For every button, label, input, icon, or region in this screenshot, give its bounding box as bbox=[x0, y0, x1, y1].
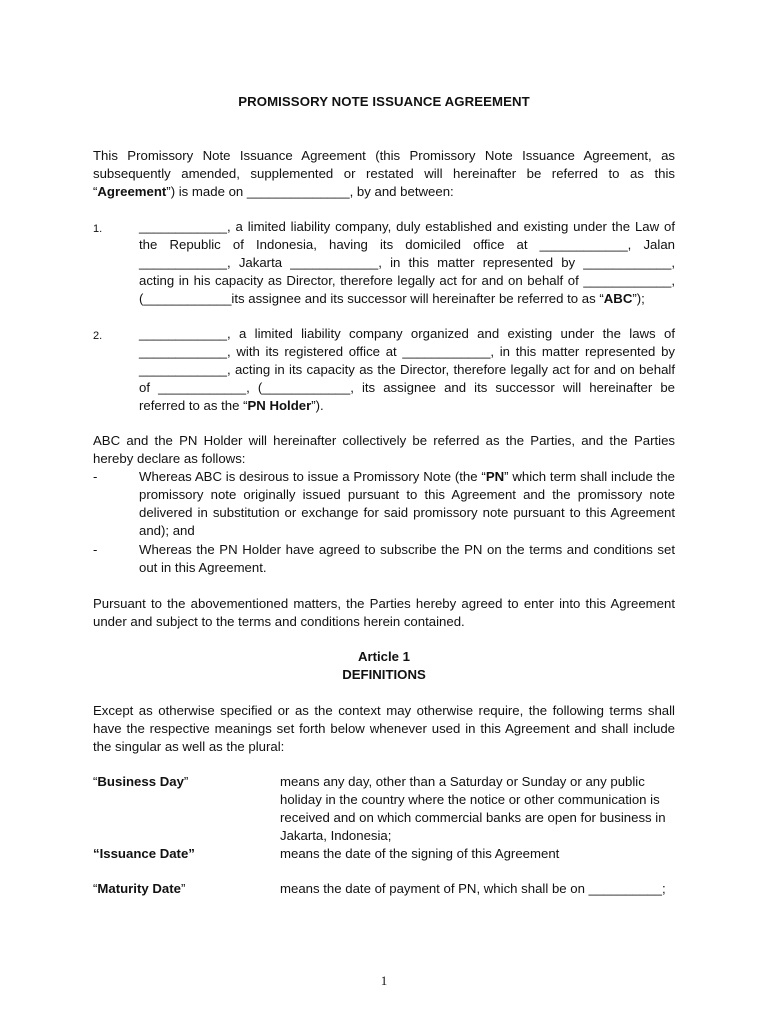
abc-term: ABC bbox=[603, 291, 633, 306]
party-text-end: ”); bbox=[632, 291, 645, 306]
definition-meaning: means the date of payment of PN, which shall be on __________; bbox=[280, 881, 666, 896]
party-text-body: ____________, a limited liability company organized and existing under the laws of ____________, with its registered office at ____________, in this matter represented by ____________, acting in its capacity as the Director, therefore legally act for and on behalf of ____________, (____________, its assignee and its successor will hereinafter be referred to as the “ bbox=[139, 326, 675, 413]
party-text bbox=[139, 325, 675, 415]
agreement-term: Agreement bbox=[97, 184, 167, 199]
party-text-body: ____________, a limited liability company, duly established and existing under the Law of the Republic of Indonesia, having its domiciled office at ____________, Jalan ____________, Jakarta ____________, in this matter represented by ____________, acting in his capacity as Director, therefore legally act for and on behalf of ____________, (____________its assignee and its successor will hereinafter be referred to as “ bbox=[139, 219, 675, 306]
intro-text-end: ”) is made on ______________, by and between: bbox=[166, 184, 454, 199]
intro-paragraph bbox=[93, 147, 675, 201]
pursuant-paragraph: Pursuant to the abovementioned matters, the Parties hereby agreed to enter into this Agreement under and subject to the terms and conditions herein contained. bbox=[93, 596, 675, 629]
party-number: 2. bbox=[93, 330, 103, 342]
definition-meaning: means any day, other than a Saturday or Sunday or any public holiday in the country where the notice or other communication is received and on which commercial banks are open for business in Jakarta, Indonesia; bbox=[280, 774, 666, 843]
party-text bbox=[139, 218, 675, 308]
party-number: 1. bbox=[93, 223, 103, 235]
party-text-end: ”). bbox=[311, 398, 324, 413]
term-label: “Issuance Date” bbox=[93, 846, 195, 861]
bullet-dash: - bbox=[93, 469, 98, 484]
collective-paragraph: ABC and the PN Holder will hereinafter collectively be referred as the Parties, and the Parties hereby declare as follows: bbox=[93, 433, 675, 466]
definitions-intro: Except as otherwise specified or as the context may otherwise require, the following terms shall have the respective meanings set forth below whenever used in this Agreement and shall include the singular as well as the plural: bbox=[93, 703, 675, 754]
definition-term bbox=[93, 845, 273, 863]
quote-close: ” bbox=[183, 774, 189, 789]
quote-open: “ bbox=[93, 881, 98, 896]
document-title: PROMISSORY NOTE ISSUANCE AGREEMENT bbox=[238, 94, 530, 109]
whereas-text bbox=[139, 468, 675, 540]
bullet-dash: - bbox=[93, 542, 98, 557]
whereas-text-body: Whereas ABC is desirous to issue a Promissory Note (the “ bbox=[139, 469, 486, 484]
definition-term bbox=[93, 773, 273, 791]
intro-text: This Promissory Note Issuance Agreement (this Promissory Note Issuance Agreement, as subsequently amended, supplemented or restated will hereinafter be referred to as this “ bbox=[93, 148, 675, 199]
term-label: Business Day bbox=[97, 774, 184, 789]
page-number: 1 bbox=[380, 973, 388, 988]
term-label: Maturity Date bbox=[97, 881, 181, 896]
whereas-text: Whereas the PN Holder have agreed to subscribe the PN on the terms and conditions set out in this Agreement. bbox=[139, 542, 675, 575]
quote-close: ” bbox=[180, 881, 186, 896]
definition-term bbox=[93, 880, 273, 898]
definition-meaning: means the date of the signing of this Agreement bbox=[280, 846, 560, 861]
quote-open: “ bbox=[93, 774, 98, 789]
pn-holder-term: PN Holder bbox=[247, 398, 312, 413]
whereas-text-end: ” which term shall include the promissory note originally issued pursuant to this Agreement and the promissory note delivered in substitution or exchange for said promissory note pursuant to this Agreement and); and bbox=[139, 469, 676, 538]
article-heading: DEFINITIONS bbox=[342, 667, 426, 682]
article-number: Article 1 bbox=[357, 649, 411, 664]
pn-term: PN bbox=[485, 469, 505, 484]
